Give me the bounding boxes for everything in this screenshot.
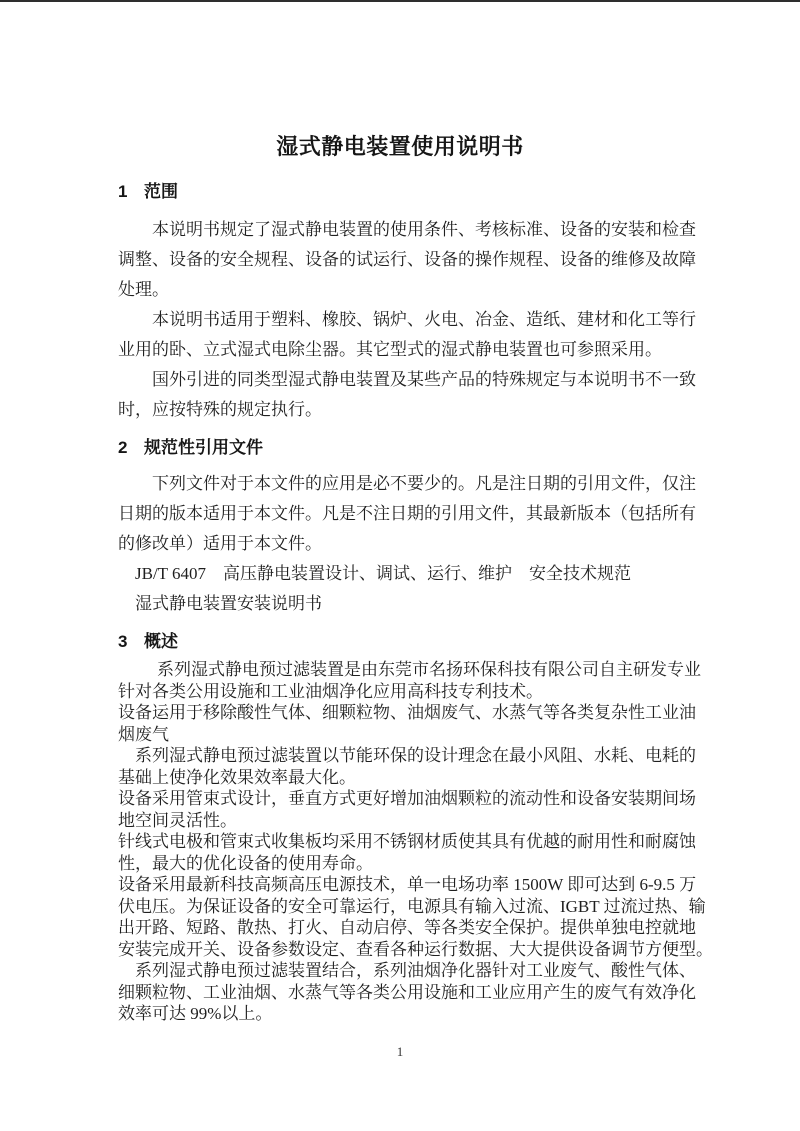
paragraph — [118, 365, 696, 425]
section-number: 3 — [118, 632, 128, 651]
paragraph-line: 设备运用于移除酸性气体、细颗粒物、油烟废气、水蒸气等各类复杂性工业油 — [118, 703, 696, 722]
section-body — [118, 215, 696, 425]
paragraph-line: 地空间灵活性。 — [118, 810, 237, 830]
paragraph-line: 细颗粒物、工业油烟、水蒸气等各类公用设施和工业应用产生的废气有效净化 — [118, 982, 696, 1002]
paragraph-line: 设备采用最新科技高频高压电源技术，单一电场功率 1500W 即可达到 6-9.5 万 — [118, 875, 697, 894]
section-body — [118, 659, 713, 1025]
paragraph-line: 基础上使净化效果效率最大化。 — [118, 767, 356, 787]
paragraph-line: 安装完成开关、设备参数设定、查看各种运行数据、大大提供设备调节方便型。 — [118, 939, 713, 959]
paragraph — [118, 469, 696, 559]
paragraph — [118, 702, 696, 745]
section-3 — [118, 631, 713, 1025]
paragraph-line: 业用的卧、立式湿式电除尘器。其它型式的湿式静电装置也可参照采用。 — [118, 340, 662, 359]
paragraph-line: JB/T 6407 高压静电装置设计、调试、运行、维护 安全技术规范 — [135, 564, 632, 583]
paragraph-line: 效率可达 99%以上。 — [118, 1004, 273, 1023]
section-title: 概述 — [144, 632, 178, 651]
paragraph-line: 性，最大的优化设备的使用寿命。 — [118, 853, 373, 873]
document-title: 湿式静电装置使用说明书 — [276, 134, 524, 159]
paragraph-line: 处理。 — [118, 280, 169, 299]
paragraph — [118, 831, 696, 874]
paragraph — [118, 788, 696, 831]
paragraph — [118, 745, 696, 788]
section-title: 范围 — [144, 182, 178, 201]
paragraph-line: 针对各类公用设施和工业油烟净化应用高科技专利技术。 — [118, 681, 543, 701]
paragraph-line: 系列湿式静电预过滤装置以节能环保的设计理念在最小风阻、水耗、电耗的 — [135, 746, 696, 765]
paragraph-line: 烟废气 — [118, 724, 169, 744]
paragraph-line: 系列湿式静电预过滤装置是由东莞市名扬环保科技有限公司自主研发专业 — [157, 660, 701, 679]
paragraph-line: 调整、设备的安全规程、设备的试运行、设备的操作规程、设备的维修及故障 — [118, 250, 696, 269]
paragraph-line: 时，应按特殊的规定执行。 — [118, 400, 322, 419]
paragraph-line: 本说明书规定了湿式静电装置的使用条件、考核标准、设备的安装和检查 — [152, 220, 696, 239]
paragraph — [118, 559, 682, 589]
paragraph — [118, 215, 696, 305]
section-title: 规范性引用文件 — [144, 438, 263, 457]
paragraph — [118, 960, 696, 1025]
section-body — [118, 469, 696, 619]
paragraph-line: 伏电压。为保证设备的安全可靠运行，电源具有输入过流、IGBT 过流过热、输 — [118, 896, 706, 916]
paragraph-line: 的修改单）适用于本文件。 — [118, 534, 322, 553]
section-heading — [118, 181, 682, 203]
document-content — [118, 130, 713, 1025]
scan-edge-artifact — [0, 0, 800, 2]
page-number: 1 — [396, 1044, 404, 1059]
section-number: 2 — [118, 438, 128, 457]
paragraph-line: 湿式静电装置安装说明书 — [135, 594, 322, 613]
paragraph-line: 设备采用管束式设计，垂直方式更好增加油烟颗粒的流动性和设备安装期间场 — [118, 789, 696, 808]
document-body — [118, 181, 713, 1025]
section-heading — [118, 437, 682, 459]
section-2 — [118, 437, 696, 619]
paragraph-line: 针线式电极和管束式收集板均采用不锈钢材质使其具有优越的耐用性和耐腐蚀 — [118, 832, 696, 851]
section-number: 1 — [118, 182, 128, 201]
section-1 — [118, 181, 696, 425]
paragraph-line: 系列湿式静电预过滤装置结合，系列油烟净化器针对工业废气、酸性气体、 — [135, 961, 696, 980]
paragraph-line: 日期的版本适用于本文件。凡是不注日期的引用文件，其最新版本（包括所有 — [118, 504, 696, 523]
paragraph-line: 本说明书适用于塑料、橡胶、锅炉、火电、冶金、造纸、建材和化工等行 — [152, 310, 696, 329]
paragraph-line: 国外引进的同类型湿式静电装置及某些产品的特殊规定与本说明书不一致 — [152, 370, 696, 389]
paragraph — [118, 305, 696, 365]
paragraph-line: 出开路、短路、散热、打火、自动启停、等各类安全保护。提供单独电控就地 — [118, 918, 696, 937]
paragraph — [118, 659, 701, 702]
paragraph — [118, 874, 713, 960]
paragraph-line: 下列文件对于本文件的应用是必不要少的。凡是注日期的引用文件，仅注 — [152, 474, 696, 493]
paragraph — [118, 589, 682, 619]
section-heading — [118, 631, 682, 653]
